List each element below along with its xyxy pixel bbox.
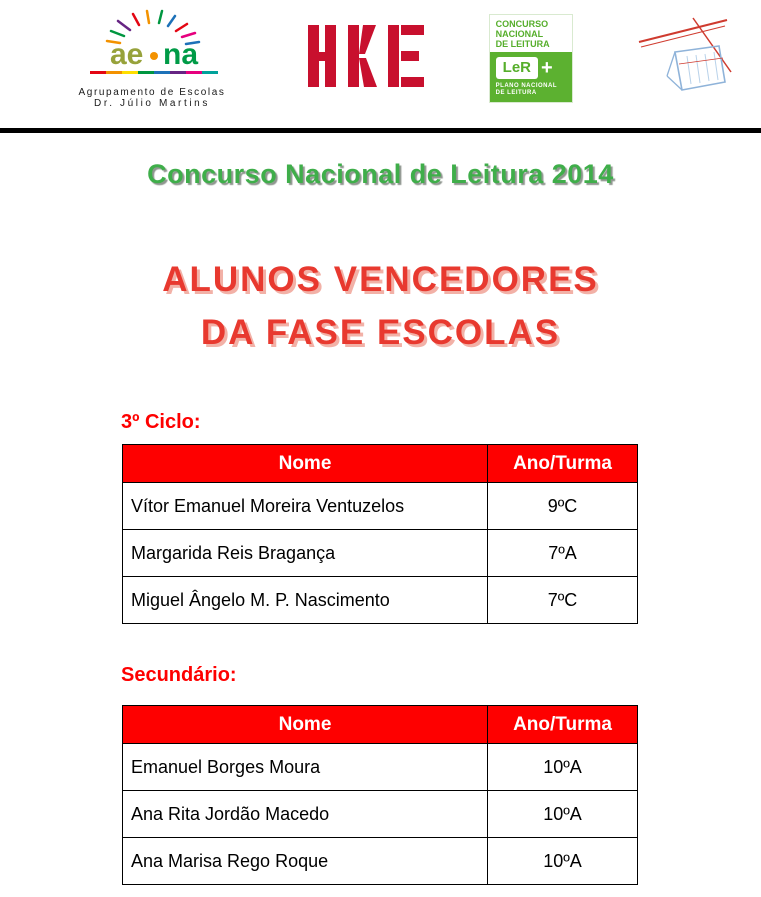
student-class: 7ºA <box>488 530 638 577</box>
table-row <box>123 744 638 791</box>
table-row <box>123 791 638 838</box>
col-header-ano-turma: Ano/Turma <box>488 706 638 744</box>
student-name: Ana Marisa Rego Roque <box>123 838 488 885</box>
subtitle-block <box>0 260 761 353</box>
student-class: 10ºA <box>488 838 638 885</box>
book-sketch-icon <box>635 14 735 106</box>
aena-school-logo <box>58 8 246 109</box>
student-class: 10ºA <box>488 744 638 791</box>
header-logos-row <box>0 0 761 128</box>
student-name: Margarida Reis Bragança <box>123 530 488 577</box>
aena-dot-icon <box>150 52 158 60</box>
cnl-badge-body <box>490 52 572 102</box>
red-blocks-icon <box>308 22 426 90</box>
subtitle-line2: DA FASE ESCOLAS <box>200 313 561 352</box>
cnl-title-line2: NACIONAL <box>495 29 544 39</box>
school-name-line2: Dr. Júlio Martins <box>94 98 210 109</box>
book-sketch-illustration <box>635 14 735 111</box>
student-name: Ana Rita Jordão Macedo <box>123 791 488 838</box>
col-header-nome: Nome <box>123 706 488 744</box>
student-class: 7ºC <box>488 577 638 624</box>
aena-letters-ae: ae <box>109 38 143 71</box>
aena-burst-icon <box>60 8 245 80</box>
plus-icon: + <box>541 57 553 79</box>
subtitle-line1: ALUNOS VENCEDORES <box>162 260 599 299</box>
student-class: 9ºC <box>488 483 638 530</box>
cnl-title-line1: CONCURSO <box>495 19 549 29</box>
col-header-nome: Nome <box>123 445 488 483</box>
school-name-line1: Agrupamento de Escolas <box>78 87 226 98</box>
student-class: 10ºA <box>488 791 638 838</box>
student-name: Vítor Emanuel Moreira Ventuzelos <box>123 483 488 530</box>
table-header-row <box>123 706 638 744</box>
table-row <box>123 838 638 885</box>
table-3ciclo <box>122 444 638 624</box>
ler-logo: LeR <box>496 57 538 79</box>
section-heading-secundario: Secundário: <box>121 664 237 686</box>
red-blocks-logo <box>308 22 426 95</box>
cnl-badge-title <box>490 15 572 52</box>
section-heading-3ciclo: 3º Ciclo: <box>121 411 201 433</box>
cnl-ler-badge <box>489 14 573 103</box>
cnl-title-line3: DE LEITURA <box>495 39 550 49</box>
table-row <box>123 483 638 530</box>
header-divider <box>0 128 761 133</box>
document-title: Concurso Nacional de Leitura 2014 <box>147 159 614 189</box>
student-name: Emanuel Borges Moura <box>123 744 488 791</box>
table-row <box>123 577 638 624</box>
aena-letters-na: na <box>162 38 198 71</box>
table-header-row <box>123 445 638 483</box>
col-header-ano-turma: Ano/Turma <box>488 445 638 483</box>
table-secundario <box>122 705 638 885</box>
student-name: Miguel Ângelo M. P. Nascimento <box>123 577 488 624</box>
rainbow-strip-icon <box>90 71 218 74</box>
table-row <box>123 530 638 577</box>
pnl-footer-line2: DE LEITURA <box>495 90 537 96</box>
pnl-footer-line1: PLANO NACIONAL <box>495 83 557 89</box>
